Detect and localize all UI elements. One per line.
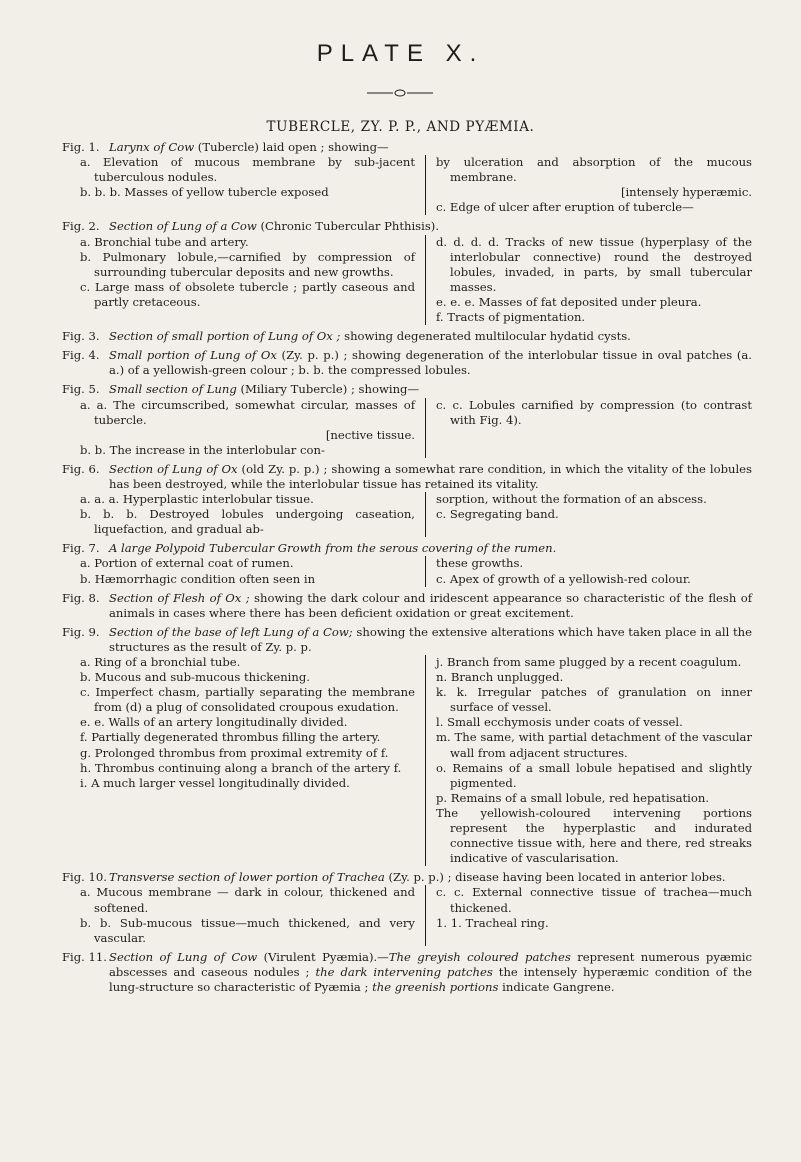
legend-item: b. Pulmonary lobule,—carnified by compression of surrounding tubercular deposits and new growths. <box>80 249 415 279</box>
figure-1 <box>62 140 752 215</box>
figure-description: showing the extensive alterations which have taken place in all the structures as the result of Zy. p. p. <box>109 624 752 654</box>
figure-description: (old Zy. p. p.) ; showing a somewhat rare condition, in which the vitality of the lobules has been destroyed, while the interlobular tissue has retained its vitality. <box>109 461 752 491</box>
figure-11 <box>62 950 752 995</box>
figure-description: showing degenerated multilocular hydatid cysts. <box>340 329 631 344</box>
legend-item: a. a. a. Hyperplastic interlobular tissue. <box>80 492 314 507</box>
legend-item: d. d. d. d. Tracks of new tissue (hyperplasy of the interlobular connective) round the destroyed lobules, invaded, in parts, by small tubercular masses. <box>436 234 752 294</box>
figure-number: Fig. 2. <box>62 219 100 234</box>
legend-item: c. c. External connective tissue of trachea—much thickened. <box>436 885 752 915</box>
legend-item: e. e. Walls of an artery longitudinally divided. <box>80 715 348 730</box>
figure-9 <box>62 625 752 867</box>
legend-item: m. The same, with partial detachment of the vascular wall from adjacent structures. <box>436 730 752 760</box>
figure-8 <box>62 591 752 621</box>
figure-description: represent numerous pyæmic abscesses and caseous nodules ; <box>109 949 753 979</box>
legend-item: sorption, without the formation of an abscess. <box>436 492 707 507</box>
legend-item: c. c. Lobules carnified by compression (to contrast with Fig. 4). <box>436 397 752 427</box>
figure-description: showing the dark colour and iridescent appearance so characteristic of the flesh of animals in cases where there has been deficient oxidation or great excitement. <box>109 590 753 620</box>
figure-7 <box>62 541 752 586</box>
legend-item: n. Branch unplugged. <box>436 670 564 685</box>
figure-number: Fig. 9. <box>62 624 100 639</box>
legend-item: [nective tissue. <box>325 427 415 442</box>
figure-2 <box>62 219 752 325</box>
figure-5 <box>62 382 752 457</box>
figure-10 <box>62 870 752 945</box>
figure-description: (Chronic Tubercular Phthisis). <box>256 219 439 234</box>
figure-title: Small portion of Lung of Ox <box>109 348 277 363</box>
figure-description: (Zy. p. p.) ; showing degeneration of the interlobular tissue in oval patches (a. a.) of a yellowish-green colour ; b. b. the compressed lobules. <box>109 348 752 378</box>
legend-item: f. Tracts of pigmentation. <box>436 310 586 325</box>
figure-title: Transverse section of lower portion of Trachea <box>109 870 385 885</box>
legend-item: e. e. e. Masses of fat deposited under pleura. <box>436 294 702 309</box>
legend-item: these growths. <box>436 556 524 571</box>
legend-item: j. Branch from same plugged by a recent coagulum. <box>436 655 742 669</box>
figure-4 <box>62 348 752 378</box>
legend-item: c. Large mass of obsolete tubercle ; partly caseous and partly cretaceous. <box>80 279 415 309</box>
figure-number: Fig. 11. <box>62 949 107 964</box>
legend-item: a. a. The circumscribed, somewhat circular, masses of tubercle. <box>80 397 415 427</box>
legend-item: by ulceration and absorption of the mucous membrane. <box>436 155 752 185</box>
figure-list <box>62 140 752 999</box>
figure-title: Section of the base of left Lung of a Cow; <box>109 624 353 639</box>
legend-item: c. Edge of ulcer after eruption of tubercle— <box>436 200 694 215</box>
legend-item: f. Partially degenerated thrombus filling the artery. <box>80 730 381 745</box>
legend-item: a. Ring of a bronchial tube. <box>80 655 241 669</box>
figure-number: Fig. 1. <box>62 140 100 154</box>
figure-description: (Miliary Tubercle) ; showing— <box>236 382 420 397</box>
figure-number: Fig. 7. <box>62 541 100 556</box>
legend-item: b. Mucous and sub-mucous thickening. <box>80 670 310 685</box>
plate-heading: TUBERCLE, ZY. P. P., AND PYÆMIA. <box>266 119 535 135</box>
figure-number: Fig. 8. <box>62 590 100 605</box>
legend-item: a. Bronchial tube and artery. <box>80 234 249 249</box>
legend-item: a. Mucous membrane — dark in colour, thickened and softened. <box>80 885 415 915</box>
legend-item: 1. 1. Tracheal ring. <box>436 915 549 930</box>
legend-item: The yellowish-coloured intervening portions represent the hyperplastic and indurated connective tissue with, here and there, red streaks indicative of vascularisation. <box>436 805 752 866</box>
figure-description-emphasis: the dark intervening patches <box>315 964 493 979</box>
legend-item: l. Small ecchymosis under coats of vessel. <box>436 715 683 730</box>
figure-title: Section of Lung of Cow <box>109 949 258 964</box>
figure-number: Fig. 6. <box>62 461 100 476</box>
legend-item: c. Imperfect chasm, partially separating the membrane from (d) a plug of consolidated croupous exudation. <box>80 685 415 715</box>
figure-number: Fig. 10. <box>62 870 107 885</box>
figure-number: Fig. 4. <box>62 348 100 363</box>
figure-title: Section of Lung of a Cow <box>109 219 257 234</box>
figure-description: (Virulent Pyæmia).— <box>257 949 389 964</box>
legend-item: a. Portion of external coat of rumen. <box>80 556 294 571</box>
figure-description: (Zy. p. p.) ; disease having been located in anterior lobes. <box>384 870 726 885</box>
legend-item: b. b. b. Destroyed lobules undergoing caseation, liquefaction, and gradual ab- <box>80 507 415 537</box>
legend-item: a. Elevation of mucous membrane by sub-jacent tuberculous nodules. <box>80 155 415 185</box>
figure-description: (Tubercle) laid open ; showing— <box>194 140 389 154</box>
figure-number: Fig. 5. <box>62 382 100 397</box>
ornament-divider <box>365 88 435 98</box>
legend-item: i. A much larger vessel longitudinally divided. <box>80 775 350 790</box>
legend-item: b. b. b. Masses of yellow tubercle exposed <box>80 185 329 200</box>
figure-title: A large Polypoid Tubercular Growth from the serous covering of the rumen. <box>109 541 557 556</box>
figure-title: Section of Flesh of Ox ; <box>109 590 250 605</box>
figure-number: Fig. 3. <box>62 329 100 344</box>
legend-item: c. Segregating band. <box>436 507 559 522</box>
figure-description-emphasis: The greyish coloured patches <box>388 949 571 964</box>
figure-6 <box>62 462 752 537</box>
legend-item: p. Remains of a small lobule, red hepatisation. <box>436 790 710 805</box>
figure-description-emphasis: the greenish portions <box>372 979 499 994</box>
legend-item: [intensely hyperæmic. <box>620 185 752 200</box>
figure-title: Section of Lung of Ox <box>109 461 238 476</box>
legend-item: b. b. Sub-mucous tissue—much thickened, and very vascular. <box>80 915 415 945</box>
figure-title: Small section of Lung <box>109 382 237 397</box>
figure-description: the intensely hyperæmic condition of the lung-structure so characteristic of Pyæmia ; <box>109 964 753 994</box>
plate-title: PLATE X. <box>316 40 485 67</box>
figure-3 <box>62 329 752 344</box>
legend-item: g. Prolonged thrombus from proximal extremity of f. <box>80 745 389 760</box>
figure-description: indicate Gangrene. <box>498 979 615 994</box>
legend-item: c. Apex of growth of a yellowish-red colour. <box>436 571 691 586</box>
legend-item: o. Remains of a small lobule hepatised and slightly pigmented. <box>436 760 752 790</box>
legend-item: b. b. The increase in the interlobular con- <box>80 442 325 457</box>
legend-item: k. k. Irregular patches of granulation on inner surface of vessel. <box>436 685 752 715</box>
figure-title: Section of small portion of Lung of Ox ; <box>109 329 341 344</box>
legend-item: h. Thrombus continuing along a branch of the artery f. <box>80 760 402 775</box>
figure-title: Larynx of Cow <box>109 140 195 154</box>
legend-item: b. Hæmorrhagic condition often seen in <box>80 571 316 586</box>
